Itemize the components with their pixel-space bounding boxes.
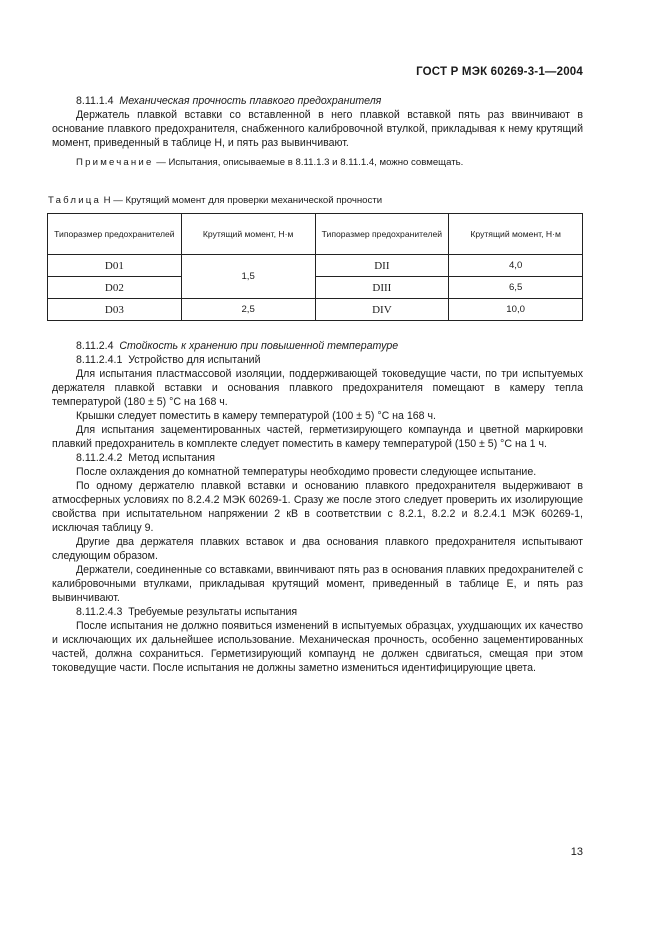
table-cell: DIII — [315, 277, 449, 299]
paragraph: По одному держателю плавкой вставки и основанию плавкого предохранителя выдерживают в атмосферных условиях по 8.2.4.2 МЭК 60269-1. Сразу же после этого следует проверить их изолирующие свойства при испытательном напряжении 2 кВ в соответствии с 8.2.1, 8.2.2 и 8.2.4.1 МЭК 60269-1, исключая таблицу 9. — [52, 480, 583, 534]
paragraph: Держатели, соединенные со вставками, ввинчивают пять раз в основания плавких предохранителей с калибровочными втулками, прикладывая крутящий момент, приведенный в таблице E, и пять раз вывинчивают. — [52, 564, 583, 604]
section-number: 8.11.2.4 — [76, 340, 114, 352]
paragraph: После испытания не должно появиться изменений в испытуемых образцах, ухудшающих их качество и исключающих их дальнейшее использование. Механическая прочность, особенно зацементированных частей, должна сохраниться. Герметизирующий компаунд не должен сдвигаться, смещая при этом токоведущие части. После испытания не должны заметно измениться идентифицирующие цвета. — [52, 620, 583, 674]
table-cell: D03 — [48, 299, 182, 321]
table-caption — [48, 195, 382, 206]
table-cell: D02 — [48, 277, 182, 299]
header-cell: Типоразмер предохранителей — [48, 214, 182, 255]
section-title: Механическая прочность плавкого предохранителя — [119, 95, 382, 107]
table-row — [48, 277, 583, 299]
subsection-number: 8.11.2.4.2 — [76, 452, 123, 464]
subsection-number: 8.11.2.4.1 — [76, 354, 123, 366]
subsection-title: Метод испытания — [128, 452, 215, 464]
section-title: Стойкость к хранению при повышенной температуре — [119, 340, 399, 352]
table-cell: 6,5 — [449, 277, 583, 299]
table-cell: 2,5 — [181, 299, 315, 321]
note-label: Примечание — [76, 157, 154, 168]
subsection-heading — [52, 605, 583, 619]
section-number: 8.11.1.4 — [76, 95, 114, 107]
table-cell: 4,0 — [449, 255, 583, 277]
paragraph: Крышки следует поместить в камеру температурой (100 ± 5) °С на 168 ч. — [76, 410, 436, 422]
section-heading — [52, 94, 583, 108]
table-cell: DIV — [315, 299, 449, 321]
subsection-number: 8.11.2.4.3 — [76, 606, 123, 618]
header-cell: Типоразмер предохранителей — [315, 214, 449, 255]
section-8-11-2-4 — [52, 339, 583, 675]
torque-table — [47, 213, 583, 321]
header-cell: Крутящий момент, Н·м — [449, 214, 583, 255]
section-8-11-1-4 — [52, 94, 583, 170]
paragraph: Другие два держателя плавких вставок и два основания плавкого предохранителя испытывают следующим образом. — [52, 536, 583, 562]
note-text: — Испытания, описываемые в 8.11.1.3 и 8.11.1.4, можно совмещать. — [153, 157, 464, 168]
paragraph: После охлаждения до комнатной температуры необходимо провести следующее испытание. — [76, 466, 537, 478]
table-header-row — [48, 214, 583, 255]
table-cell: 1,5 — [181, 255, 315, 299]
table-cell: DII — [315, 255, 449, 277]
table-cell: 10,0 — [449, 299, 583, 321]
note — [52, 156, 583, 170]
table-row — [48, 299, 583, 321]
table-caption-label: Таблица — [48, 195, 102, 206]
page-number: 13 — [570, 846, 583, 858]
subsection-title: Требуемые результаты испытания — [128, 606, 298, 618]
document-code: ГОСТ Р МЭК 60269-3-1—2004 — [416, 66, 583, 78]
paragraph: Для испытания зацементированных частей, герметизирующего компаунда и цветной маркировки плавкий предохранитель в комплекте следует поместить в камеру температурой (150 ± 5) °С на 1 ч. — [52, 424, 583, 450]
header-cell: Крутящий момент, Н·м — [181, 214, 315, 255]
table-cell: D01 — [48, 255, 182, 277]
paragraph: Держатель плавкой вставки со вставленной в него плавкой вставкой пять раз ввинчивают в основание плавкого предохранителя, снабженного калибровочной втулкой, прикладывая к нему крутящий момент, приведенный в таблице H, и пять раз вывинчивают. — [52, 109, 583, 149]
subsection-heading — [52, 353, 583, 367]
table-caption-text: H — Крутящий момент для проверки механической прочности — [101, 195, 383, 206]
paragraph: Для испытания пластмассовой изоляции, поддерживающей токоведущие части, по три испытуемых держателя плавкой вставки и основания плавкого предохранителя помещают в камеру тепла температурой (180 ± 5) °С на 168 ч. — [52, 368, 583, 408]
table-row — [48, 255, 583, 277]
subsection-heading — [52, 451, 583, 465]
subsection-title: Устройство для испытаний — [128, 354, 261, 366]
section-heading — [52, 339, 583, 353]
